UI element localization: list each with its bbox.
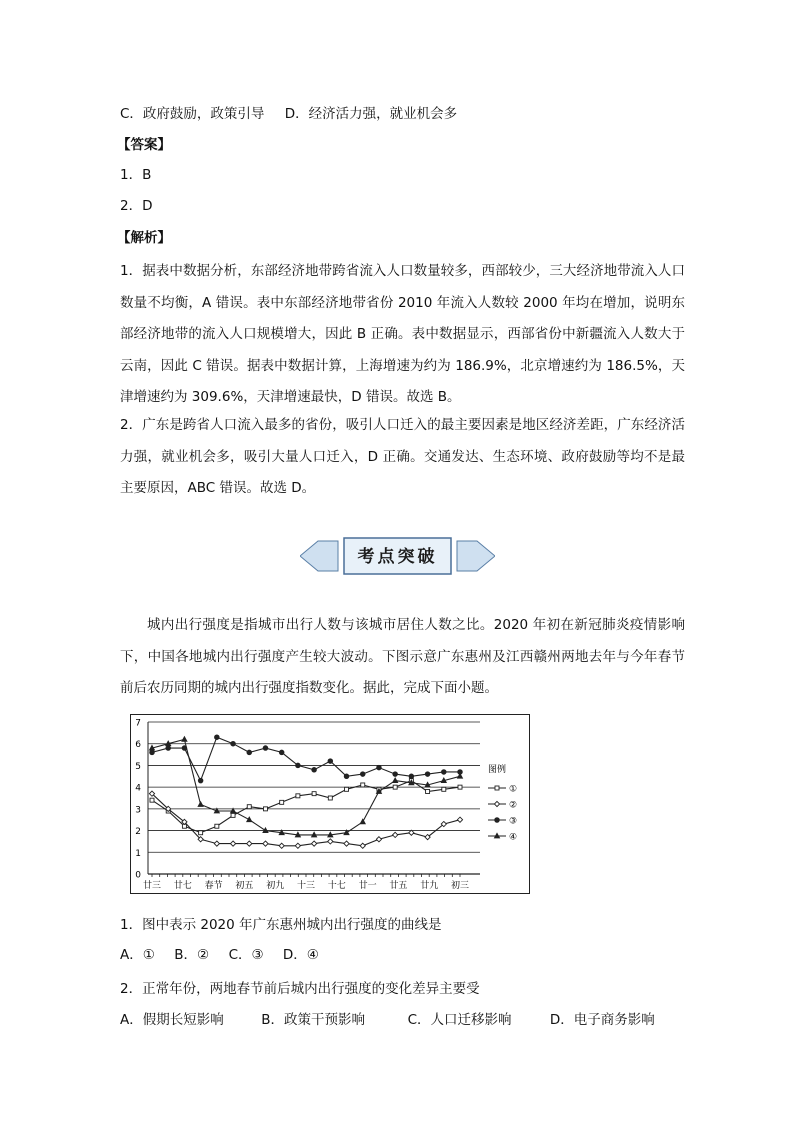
legend-label: ④ bbox=[509, 832, 518, 843]
series-3-point bbox=[279, 750, 284, 755]
series-3-point bbox=[425, 772, 430, 777]
series-3-point bbox=[150, 750, 155, 755]
x-tick-label: 廿七 bbox=[173, 881, 192, 891]
x-tick-label: 春节 bbox=[204, 881, 223, 891]
y-tick-label: 4 bbox=[135, 783, 141, 794]
legend-label: ① bbox=[509, 784, 518, 795]
q2-option-b: B．政策干预影响 bbox=[261, 1012, 366, 1028]
analysis-paragraph-1: 1．据表中数据分析，东部经济地带跨省流入人口数量较多，西部较少，三大经济地带流入人口数量不均衡，A 错误。表中东部经济地带省份 2010 年流入人数较 2000 年均在增加，说明东部经济地带的流入人口规模增大，因此 B 正确。表中数据显示，西部省份中新疆流入人数大于云南，因此 C 错误。据表中数据计算，上海增速为约为 186.9%，北京增速约为 186.5%，天津增速约为 309.6%，天津增速最快，D 错误。故选 B。 bbox=[120, 263, 685, 405]
series-3-point bbox=[377, 765, 382, 770]
series-3-point bbox=[312, 767, 317, 772]
y-tick-label: 7 bbox=[135, 718, 141, 729]
legend-label: ② bbox=[509, 800, 518, 811]
answer-header: 【答案】 bbox=[117, 137, 171, 153]
series-3-point bbox=[393, 772, 398, 777]
legend-label: ③ bbox=[509, 816, 518, 827]
series-3-point bbox=[409, 774, 414, 779]
banner-ribbon-left bbox=[300, 541, 338, 571]
series-1-point bbox=[393, 785, 397, 789]
analysis-header: 【解析】 bbox=[117, 230, 171, 246]
q1-option-a: A．① bbox=[120, 947, 155, 963]
x-tick-label: 廿五 bbox=[389, 881, 408, 891]
q2-option-d: D．电子商务影响 bbox=[549, 1012, 655, 1028]
series-3-point bbox=[296, 763, 301, 768]
series-1-point bbox=[361, 783, 365, 787]
line-chart bbox=[130, 714, 530, 894]
x-tick-label: 初九 bbox=[266, 881, 285, 891]
x-tick-label: 初五 bbox=[235, 881, 254, 891]
series-1-point bbox=[426, 789, 430, 793]
banner-title: 考点突破 bbox=[357, 547, 438, 567]
series-3-point bbox=[441, 770, 446, 775]
series-1-point bbox=[231, 813, 235, 817]
q1-option-c: C．③ bbox=[228, 947, 264, 963]
y-tick-label: 0 bbox=[135, 870, 141, 881]
series-1-point bbox=[247, 805, 251, 809]
x-tick-label: 廿九 bbox=[420, 881, 439, 891]
question-1: 1．图中表示 2020 年广东惠州城内出行强度的曲线是 bbox=[120, 917, 442, 933]
legend-swatch-marker bbox=[495, 818, 500, 823]
series-1-point bbox=[328, 796, 332, 800]
series-3-point bbox=[328, 759, 333, 764]
y-tick-label: 3 bbox=[135, 805, 141, 816]
legend-swatch-marker bbox=[495, 786, 499, 790]
y-tick-label: 5 bbox=[135, 761, 141, 772]
y-tick-label: 1 bbox=[135, 848, 141, 859]
x-tick-label: 初三 bbox=[450, 881, 470, 891]
series-1-point bbox=[442, 787, 446, 791]
x-tick-label: 十三 bbox=[296, 881, 316, 891]
section-banner bbox=[300, 535, 495, 577]
banner-ribbon-right bbox=[457, 541, 495, 571]
q1-option-d: D．④ bbox=[282, 947, 319, 963]
legend-title: 图例 bbox=[488, 765, 507, 775]
y-tick-label: 2 bbox=[135, 827, 141, 838]
option-c-text: C．政府鼓励，政策引导 bbox=[120, 106, 265, 122]
top-options-line bbox=[120, 104, 457, 124]
answer-1: 1．B bbox=[120, 167, 152, 183]
q1-option-b: B．② bbox=[174, 947, 210, 963]
series-3-point bbox=[247, 750, 252, 755]
series-3-point bbox=[360, 772, 365, 777]
series-3-point bbox=[198, 778, 203, 783]
q2-option-c: C．人口迁移影响 bbox=[407, 1012, 512, 1028]
series-1-point bbox=[458, 785, 462, 789]
series-3-point bbox=[166, 746, 171, 751]
analysis-paragraph-2: 2．广东是跨省人口流入最多的省份，吸引人口迁入的最主要因素是地区经济差距，广东经济活力强，就业机会多，吸引大量人口迁入，D 正确。交通发达、生态环境、政府鼓励等均不是最主要原因，ABC 错误。故选 D。 bbox=[120, 417, 685, 496]
question-2-options bbox=[120, 1010, 655, 1030]
q2-option-a: A．假期长短影响 bbox=[120, 1012, 224, 1028]
series-1-point bbox=[345, 787, 349, 791]
series-1-point bbox=[312, 792, 316, 796]
series-3-point bbox=[263, 746, 268, 751]
series-3-point bbox=[215, 735, 220, 740]
x-tick-label: 廿一 bbox=[358, 881, 377, 891]
series-1-point bbox=[199, 831, 203, 835]
x-tick-label: 廿三 bbox=[142, 881, 162, 891]
series-1-point bbox=[150, 798, 154, 802]
series-3-point bbox=[231, 741, 236, 746]
y-tick-label: 6 bbox=[135, 740, 141, 751]
x-tick-label: 十七 bbox=[327, 881, 346, 891]
series-1-point bbox=[215, 824, 219, 828]
answer-2: 2．D bbox=[120, 198, 153, 214]
question-1-options bbox=[120, 945, 319, 965]
question-intro: 城内出行强度是指城市出行人数与该城市居住人数之比。2020 年初在新冠肺炎疫情影响下，中国各地城内出行强度产生较大波动。下图示意广东惠州及江西赣州两地去年与今年春节前后农历同期的城内出行强度指数变化。据此，完成下面小题。 bbox=[120, 617, 685, 696]
chart-frame bbox=[131, 715, 530, 894]
question-2: 2．正常年份，两地春节前后城内出行强度的变化差异主要受 bbox=[120, 981, 480, 997]
series-1-point bbox=[280, 800, 284, 804]
series-1-point bbox=[296, 794, 300, 798]
option-d-text: D．经济活力强，就业机会多 bbox=[284, 106, 458, 122]
series-3-point bbox=[344, 774, 349, 779]
series-1-point bbox=[263, 807, 267, 811]
